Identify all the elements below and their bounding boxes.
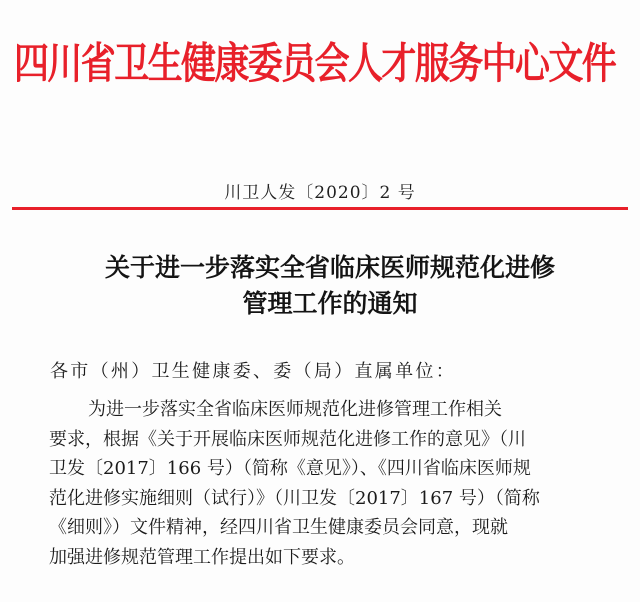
document-title <box>30 250 630 322</box>
body-line: 为进一步落实全省临床医师规范化进修管理工作相关 <box>88 399 502 420</box>
body-line: 加强进修规范管理工作提出如下要求。 <box>49 546 355 568</box>
body-paragraph <box>49 395 619 572</box>
document-title-line-2: 管理工作的通知 <box>242 289 418 318</box>
red-divider-line <box>12 207 628 210</box>
document-title-line-1: 关于进一步落实全省临床医师规范化进修 <box>104 253 555 282</box>
issuing-organization-header: 四川省卫生健康委员会人才服务中心文件 <box>14 40 616 89</box>
body-line: 《细则》）文件精神，经四川省卫生健康委员会同意，现就 <box>49 517 508 538</box>
body-line: 范化进修实施细则（试行）》（川卫发〔2017〕167 号）（简称 <box>49 487 540 509</box>
salutation: 各市（州）卫生健康委、委（局）直属单位： <box>50 361 456 382</box>
body-line: 卫发〔2017〕166 号）（简称《意见》）、《四川省临床医师规 <box>49 458 531 479</box>
body-line: 要求，根据《关于开展临床医师规范化进修工作的意见》（川 <box>49 428 526 450</box>
document-number: 川卫人发〔2020〕2 号 <box>224 183 416 203</box>
